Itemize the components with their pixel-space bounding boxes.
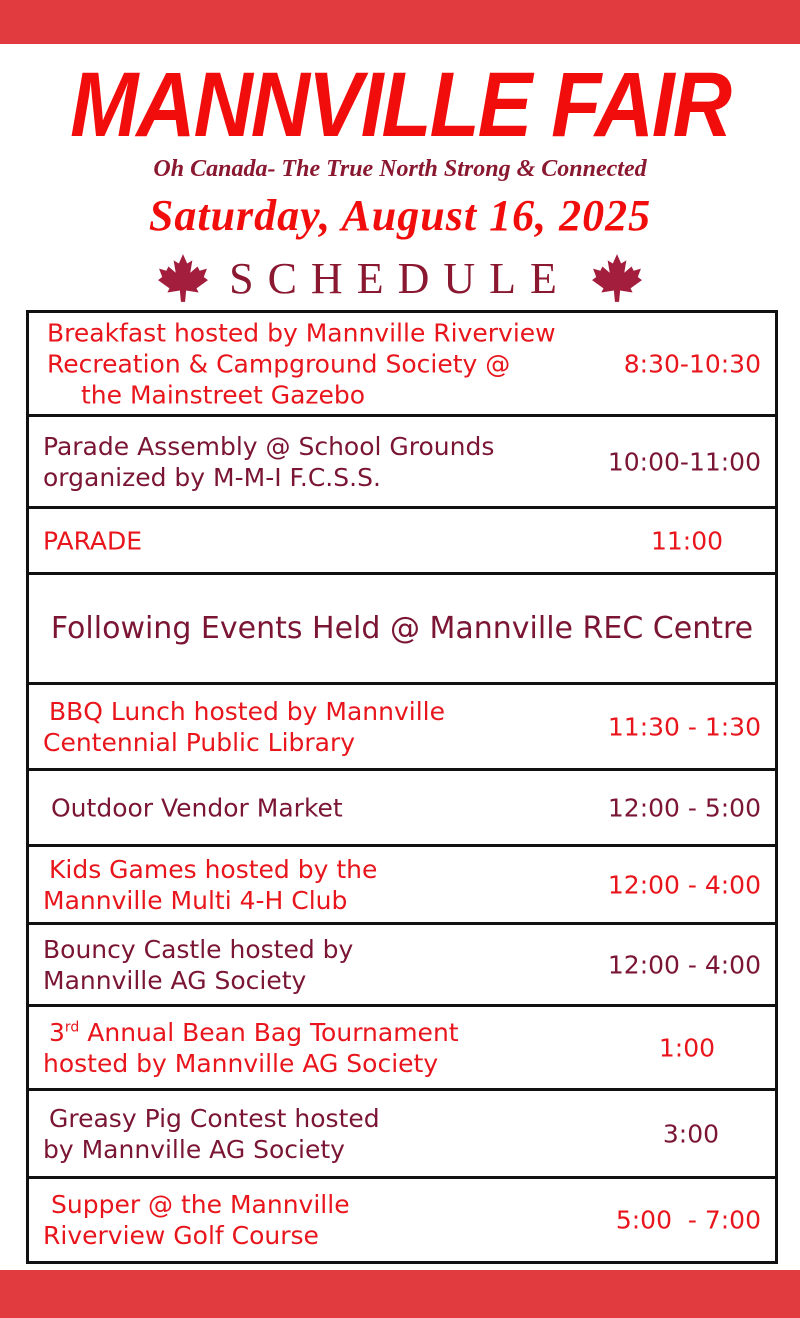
event-line: Kids Games hosted by the bbox=[49, 854, 378, 884]
schedule-table bbox=[26, 310, 778, 1264]
event-time: 3:00 bbox=[662, 1119, 719, 1148]
event-time: 10:00-11:00 bbox=[607, 447, 761, 476]
event-line: organized by M-M-I F.C.S.S. bbox=[43, 462, 381, 492]
event-line: Supper @ the Mannville bbox=[51, 1190, 350, 1219]
venue-note: Following Events Held @ Mannville REC Centre bbox=[50, 611, 754, 646]
event-description bbox=[43, 934, 603, 996]
fair-title: MANNVILLE FAIR bbox=[70, 54, 730, 157]
event-time: 12:00 - 5:00 bbox=[607, 793, 761, 822]
schedule-heading bbox=[0, 250, 800, 306]
schedule-row-venue-note bbox=[29, 575, 775, 685]
event-time: 11:30 - 1:30 bbox=[607, 712, 761, 741]
schedule-row-parade bbox=[29, 509, 775, 575]
event-line: Bouncy Castle hosted by bbox=[43, 934, 354, 964]
schedule-row-vendor-market bbox=[29, 771, 775, 847]
event-description bbox=[43, 1189, 603, 1251]
event-line: the Mainstreet Gazebo bbox=[81, 380, 366, 409]
event-description bbox=[43, 317, 603, 410]
event-description bbox=[43, 1103, 603, 1165]
event-line: Outdoor Vendor Market bbox=[51, 793, 343, 822]
maple-leaf-icon bbox=[589, 252, 645, 304]
event-line: Greasy Pig Contest hosted bbox=[49, 1103, 380, 1133]
schedule-row-supper bbox=[29, 1179, 775, 1261]
event-line-rest: Annual Bean Bag Tournament bbox=[79, 1017, 459, 1047]
schedule-label: SCHEDULE bbox=[229, 253, 571, 303]
schedule-row-kids-games bbox=[29, 847, 775, 925]
event-time: 8:30-10:30 bbox=[623, 349, 761, 378]
bottom-red-band bbox=[0, 1270, 800, 1318]
event-description bbox=[43, 696, 603, 758]
top-red-band bbox=[0, 0, 800, 44]
event-line: PARADE bbox=[43, 526, 143, 555]
event-description bbox=[43, 792, 603, 823]
event-time: 1:00 bbox=[658, 1033, 715, 1062]
ordinal-number: 3 bbox=[49, 1017, 65, 1047]
event-description bbox=[43, 1017, 603, 1079]
schedule-row-greasy-pig bbox=[29, 1091, 775, 1179]
event-line: Riverview Golf Course bbox=[43, 1221, 319, 1250]
schedule-row-bbq-lunch bbox=[29, 685, 775, 771]
event-time: 12:00 - 4:00 bbox=[607, 950, 761, 979]
fair-tagline: Oh Canada- The True North Strong & Connected bbox=[153, 156, 647, 182]
event-description bbox=[43, 525, 603, 556]
schedule-row-bouncy-castle bbox=[29, 925, 775, 1007]
schedule-row-parade-assembly bbox=[29, 417, 775, 509]
event-line: Parade Assembly @ School Grounds bbox=[43, 431, 495, 461]
schedule-row-bean-bag bbox=[29, 1007, 775, 1091]
fair-date: Saturday, August 16, 2025 bbox=[148, 191, 652, 240]
event-line: Centennial Public Library bbox=[43, 727, 356, 757]
event-time: 12:00 - 4:00 bbox=[607, 870, 761, 899]
event-time: 11:00 bbox=[650, 526, 723, 555]
event-description bbox=[43, 431, 603, 493]
event-line bbox=[43, 1017, 603, 1048]
event-line: Mannville Multi 4-H Club bbox=[43, 885, 348, 915]
event-line: Recreation & Campground Society @ bbox=[47, 349, 511, 378]
event-line: Mannville AG Society bbox=[43, 965, 307, 995]
event-line: BBQ Lunch hosted by Mannville bbox=[49, 696, 446, 726]
ordinal-suffix: rd bbox=[64, 1019, 80, 1036]
event-time: 5:00 - 7:00 bbox=[615, 1205, 761, 1235]
maple-leaf-icon bbox=[155, 252, 211, 304]
event-description bbox=[43, 854, 603, 916]
event-line: Breakfast hosted by Mannville Riverview bbox=[47, 318, 556, 347]
schedule-row-breakfast bbox=[29, 313, 775, 417]
event-line: by Mannville AG Society bbox=[43, 1134, 345, 1164]
event-line: hosted by Mannville AG Society bbox=[43, 1048, 439, 1078]
